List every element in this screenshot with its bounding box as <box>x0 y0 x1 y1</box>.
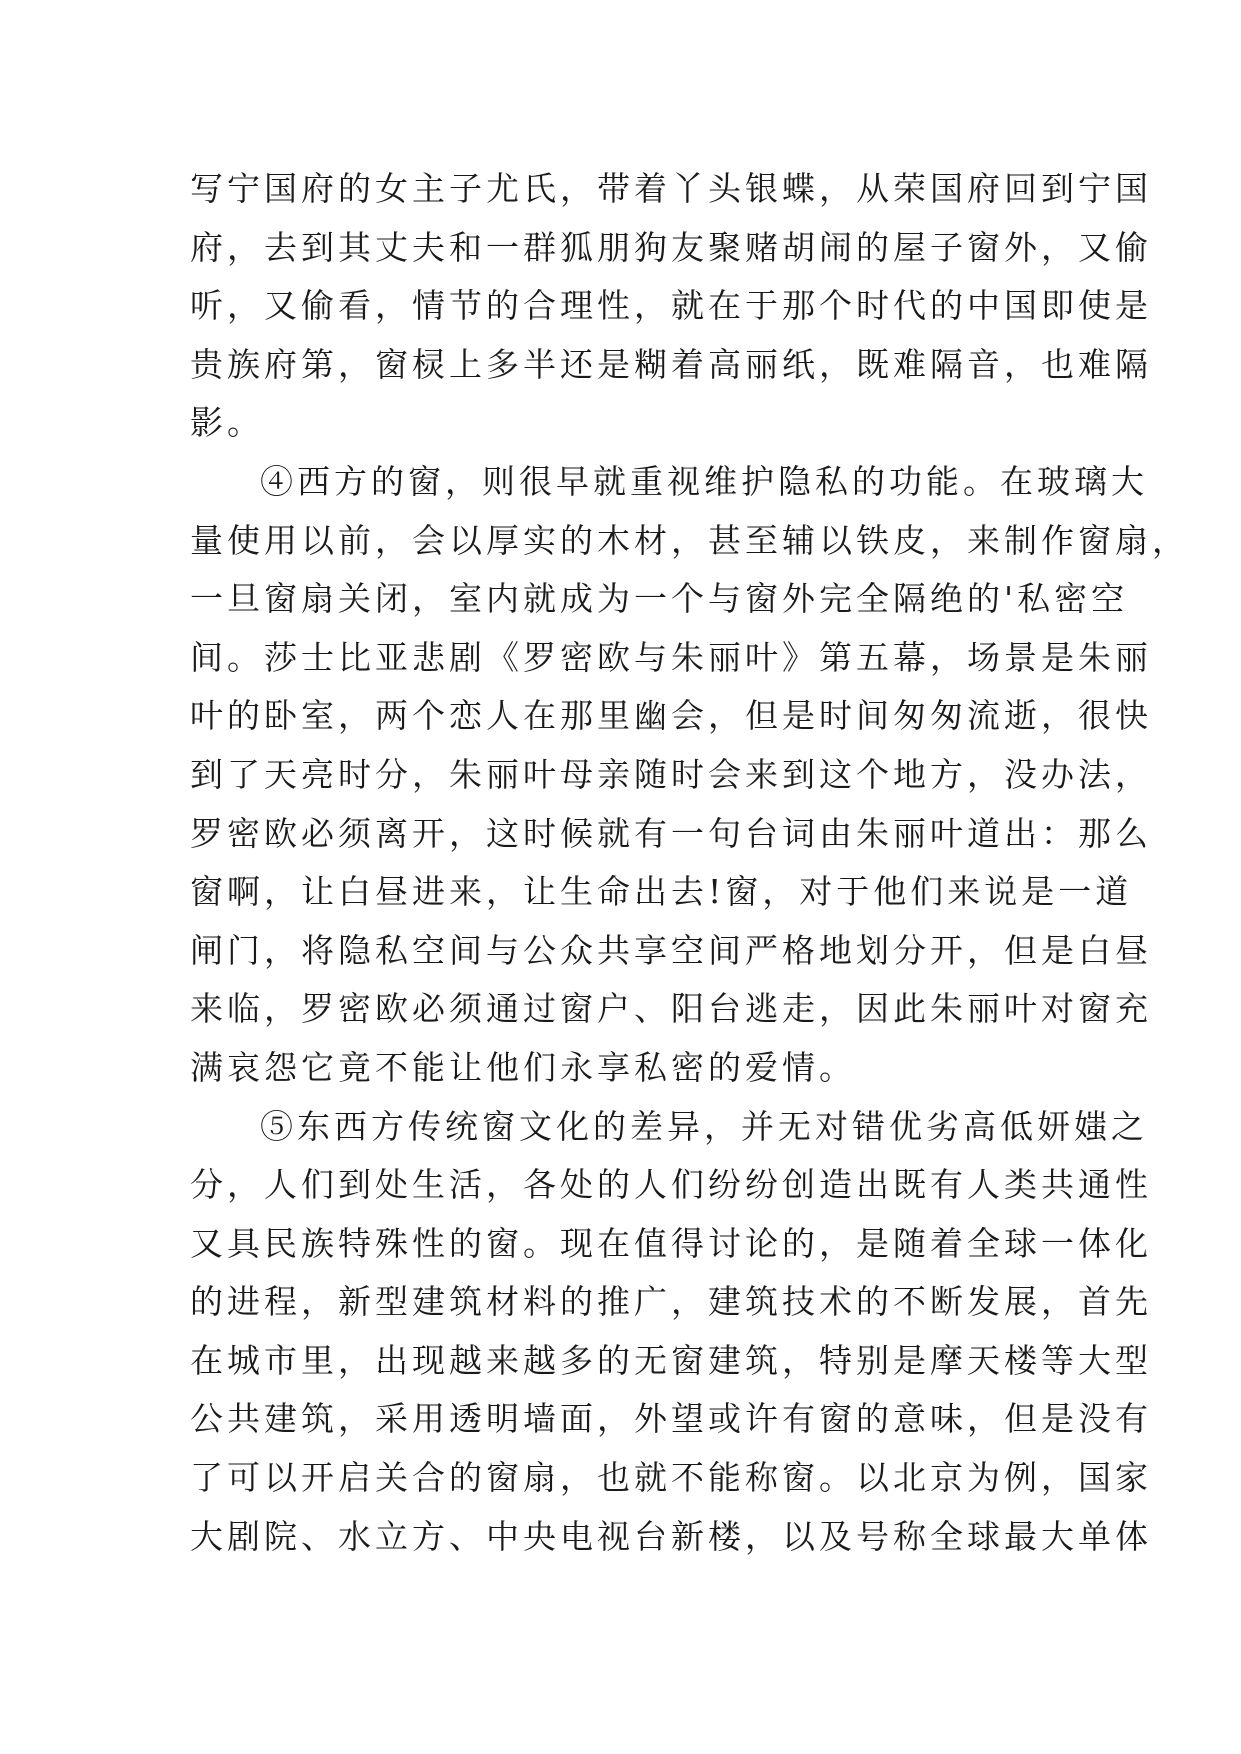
text-line: 贵族府第，窗棂上多半还是糊着高丽纸，既难隔音，也难隔 <box>190 344 1152 384</box>
text-line: 又具民族特殊性的窗。现在值得讨论的，是随着全球一体化 <box>190 1223 1152 1263</box>
text-line: 的进程，新型建筑材料的推广，建筑技术的不断发展，首先 <box>190 1282 1152 1322</box>
text-line: 公共建筑，采用透明墙面，外望或许有窗的意味，但是没有 <box>190 1399 1152 1439</box>
text-line: 来临，罗密欧必须通过窗户、阳台逃走，因此朱丽叶对窗充 <box>190 989 1152 1029</box>
text-line: 在城市里，出现越来越多的无窗建筑，特别是摩天楼等大型 <box>190 1340 1152 1380</box>
text-line: 大剧院、水立方、中央电视台新楼，以及号称全球最大单体 <box>190 1516 1152 1556</box>
text-line: 了可以开启关合的窗扇，也就不能称窗。以北京为例，国家 <box>190 1458 1152 1498</box>
text-line: 一旦窗扇关闭，室内就成为一个与窗外完全隔绝的'私密空 <box>190 579 1129 619</box>
text-line: 听，又偷看，情节的合理性，就在于那个时代的中国即使是 <box>190 286 1152 326</box>
text-line: 分，人们到处生活，各处的人们纷纷创造出既有人类共通性 <box>190 1165 1152 1205</box>
text-line: 闸门，将隐私空间与公众共享空间严格地划分开，但是白昼 <box>190 930 1152 970</box>
text-line: 罗密欧必须离开，这时候就有一句台词由朱丽叶道出：那么 <box>190 813 1152 853</box>
paragraph-4-first-line: ④西方的窗，则很早就重视维护隐私的功能。在玻璃大 <box>260 461 1148 501</box>
text-line: 窗啊，让白昼进来，让生命出去!窗，对于他们来说是一道 <box>190 872 1133 912</box>
text-line: 府，去到其丈夫和一群狐朋狗友聚赌胡闹的屋子窗外，又偷 <box>190 227 1152 267</box>
text-line: 写宁国府的女主子尤氏，带着丫头银蝶，从荣国府回到宁国 <box>190 169 1152 208</box>
paragraph-5-first-line: ⑤东西方传统窗文化的差异，并无对错优劣高低妍媸之 <box>260 1106 1148 1146</box>
text-line: 间。莎士比亚悲剧《罗密欧与朱丽叶》第五幕，场景是朱丽 <box>190 637 1152 677</box>
text-line: 量使用以前，会以厚实的木材，甚至辅以铁皮，来制作窗扇， <box>190 520 1189 560</box>
text-line: 满哀怨它竟不能让他们永享私密的爱情。 <box>190 1047 856 1087</box>
text-line: 到了天亮时分，朱丽叶母亲随时会来到这个地方，没办法， <box>190 754 1152 794</box>
body-text <box>190 160 1189 1566</box>
text-line: 影。 <box>190 403 264 443</box>
text-line: 叶的卧室，两个恋人在那里幽会，但是时间匆匆流逝，很快 <box>190 696 1152 736</box>
